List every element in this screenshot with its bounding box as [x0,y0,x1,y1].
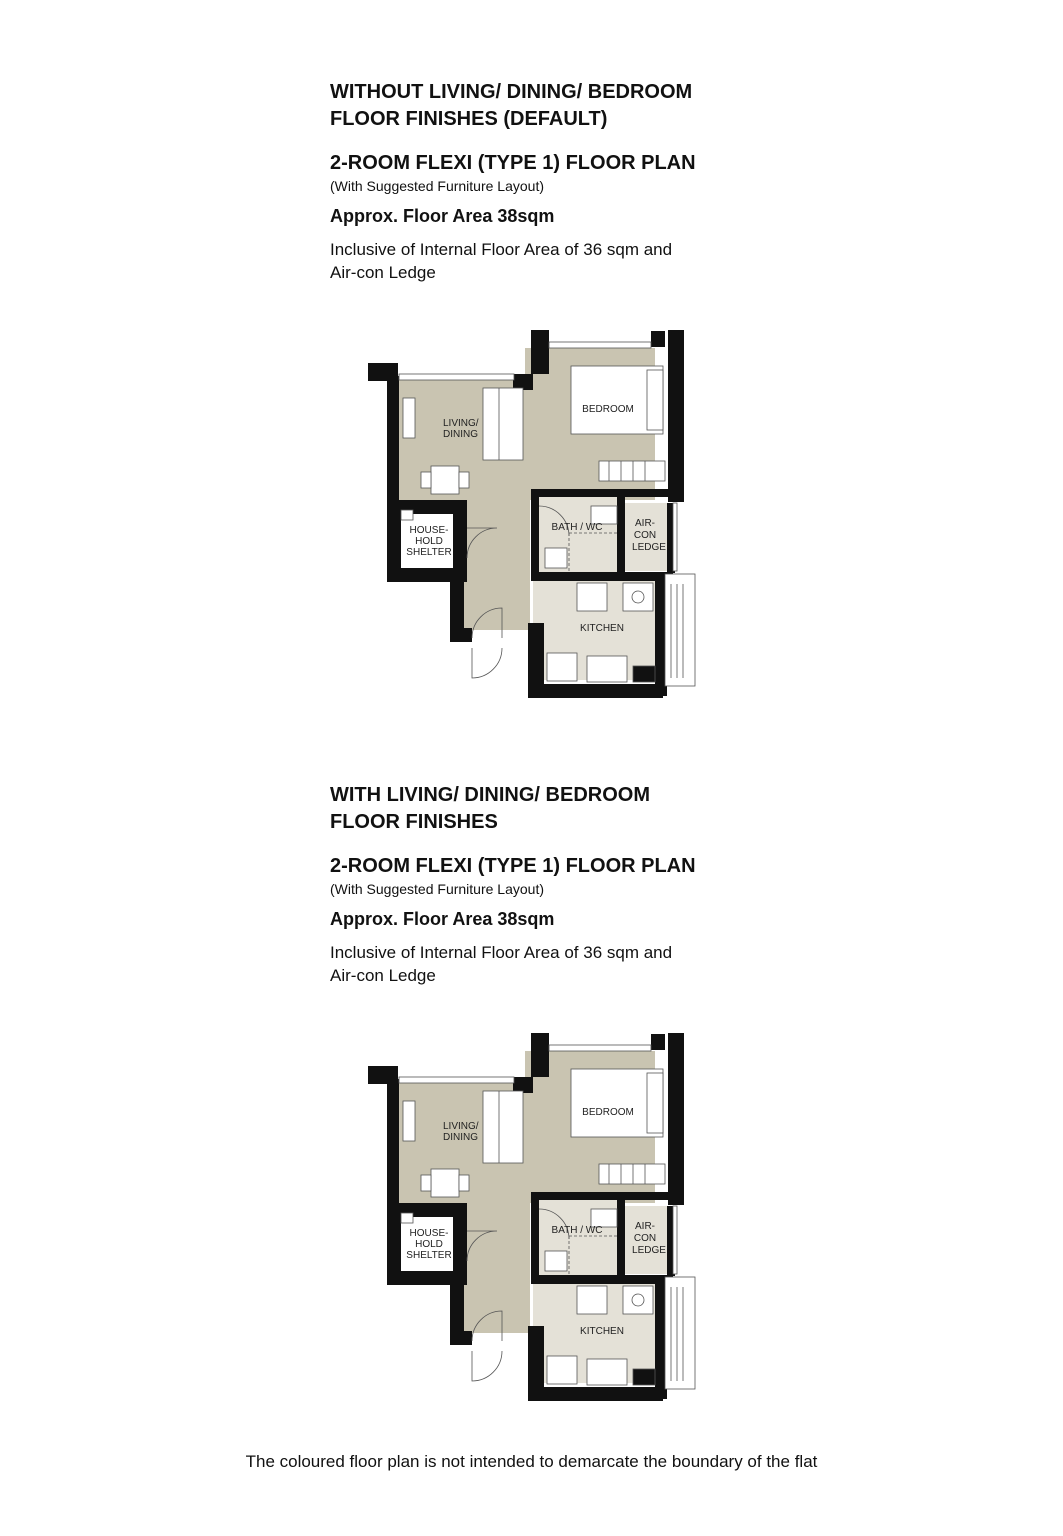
floor-plan-section-default [0,0,1063,740]
kitchen-label: KITCHEN [580,623,624,634]
floor-area: Approx. Floor Area 38sqm [330,206,555,226]
aircon-ledge-label-line1: AIR- [635,518,655,529]
living-dining-label-line1: LIVING/ [443,1121,479,1132]
shelter-label-line3: SHELTER [406,547,452,558]
aircon-ledge-label-line1: AIR- [635,1221,655,1232]
floor-plan-section-with-finishes [0,703,1063,1443]
floor-plan-drawing [365,1031,705,1403]
plan-subtitle: (With Suggested Furniture Layout) [330,178,544,194]
aircon-ledge-label-line2: CON [633,1233,657,1244]
shelter-label-line2: HOLD [415,536,443,547]
aircon-ledge-label-line3: LEDGE [632,542,666,553]
area-description-line2: Air-con Ledge [330,263,436,282]
bath-wc-label: BATH / WC [551,522,603,533]
floor-plan-svg [365,1031,705,1403]
shelter-label-line3: SHELTER [406,1250,452,1261]
area-description-line1: Inclusive of Internal Floor Area of 36 sqm and [330,240,673,259]
section-heading-line1: WITH LIVING/ DINING/ BEDROOM [330,784,650,806]
living-dining-label-line2: DINING [443,1132,478,1143]
shelter-label-line1: HOUSE- [409,1228,449,1239]
kitchen-label: KITCHEN [580,1326,624,1337]
floor-plan-svg [365,328,705,700]
section-heading-line2: FLOOR FINISHES (DEFAULT) [330,108,608,130]
section-heading-line1: WITHOUT LIVING/ DINING/ BEDROOM [330,81,693,103]
plan-title: 2-ROOM FLEXI (TYPE 1) FLOOR PLAN [330,152,696,174]
living-dining-label-line1: LIVING/ [443,418,479,429]
section-heading-line2: FLOOR FINISHES [330,811,498,833]
floor-area: Approx. Floor Area 38sqm [330,909,555,929]
aircon-ledge-label-line3: LEDGE [632,1245,666,1256]
disclaimer-footnote: The coloured floor plan is not intended to demarcate the boundary of the flat [245,1452,818,1471]
plan-title: 2-ROOM FLEXI (TYPE 1) FLOOR PLAN [330,855,696,877]
shelter-label-line1: HOUSE- [409,525,449,536]
bath-wc-label: BATH / WC [551,1225,603,1236]
shelter-label-line2: HOLD [415,1239,443,1250]
area-description-line1: Inclusive of Internal Floor Area of 36 sqm and [330,943,673,962]
area-description-line2: Air-con Ledge [330,966,436,985]
living-dining-label-line2: DINING [443,429,478,440]
bedroom-label: BEDROOM [582,404,634,415]
floor-plan-drawing [365,328,705,700]
bedroom-label: BEDROOM [582,1107,634,1118]
plan-subtitle: (With Suggested Furniture Layout) [330,881,544,897]
aircon-ledge-label-line2: CON [633,530,657,541]
